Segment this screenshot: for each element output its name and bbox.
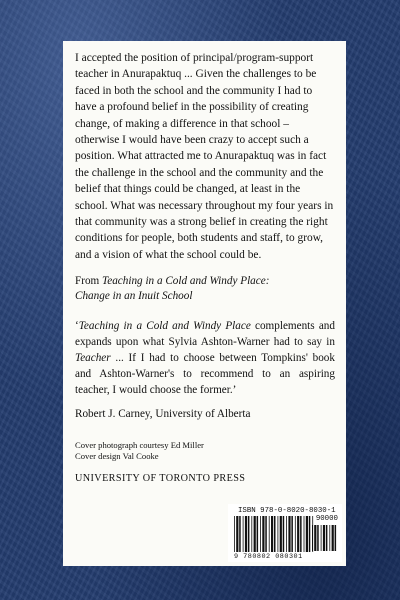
barcode <box>228 504 342 562</box>
barcode-bar <box>271 516 273 552</box>
barcode-bar <box>243 516 244 552</box>
barcode-bar <box>283 516 285 552</box>
barcode-addon-bars <box>312 525 338 551</box>
barcode-bar <box>326 525 328 551</box>
barcode-bar <box>280 516 282 552</box>
barcode-bar <box>245 516 247 552</box>
reviewer-attribution: Robert J. Carney, University of Alberta <box>75 408 251 421</box>
main-quote: I accepted the position of principal/program-support teacher in Anurapaktuq ... Given the challenges to be faced in both the school and the community I had to have a profound belief in the possibility of creating change, of making a difference in that school – otherwise I would have been crazy to accept such a position. What attracted me to Anurapaktuq was in fact the challenge in the school and the community and the belief that things could be changed, at least in the school. What was necessary throughout my four years in that community was a strong belief in creating the right conditions for people, both students and staff, to grow, and a vision of what the school could be. <box>75 52 334 261</box>
barcode-bar <box>274 516 276 552</box>
barcode-bar <box>236 516 238 552</box>
barcode-bar <box>295 516 296 552</box>
barcode-digits: 9 780802 080301 <box>234 553 303 561</box>
barcode-bar <box>278 516 279 552</box>
barcode-bar <box>262 516 264 552</box>
review-quote <box>75 318 335 398</box>
barcode-bar <box>317 525 319 551</box>
source-title-line1: Teaching in a Cold and Windy Place: <box>102 275 270 288</box>
barcode-bar <box>314 525 316 551</box>
barcode-bars <box>234 516 314 552</box>
barcode-bar <box>286 516 287 552</box>
cover-credits <box>75 440 335 462</box>
barcode-bar <box>248 516 250 552</box>
photo-credit: Cover photograph courtesy Ed Miller <box>75 440 204 451</box>
barcode-bar <box>288 516 290 552</box>
review-text-1: complements and expands upon what Sylvia Ashton-Warner had to say in <box>75 320 335 349</box>
isbn-label: ISBN 978-0-8020-8030-1 <box>238 507 336 515</box>
review-title: Teaching in a Cold and Windy Place <box>78 320 251 333</box>
barcode-bar <box>323 525 325 551</box>
review-open-quote: ‘ <box>75 320 79 333</box>
barcode-bar <box>321 525 322 551</box>
source-title-line2: Change in an Inuit School <box>75 290 193 303</box>
barcode-bar <box>304 516 305 552</box>
barcode-bar <box>335 525 337 551</box>
barcode-bar <box>239 516 241 552</box>
review-text-2: ... If I had to choose between Tompkins' book and Ashton-Warner's to recommend to an aspiring teacher, I would choose the former.’ <box>75 352 335 397</box>
barcode-bar <box>254 516 256 552</box>
barcode-bar <box>332 525 334 551</box>
source-citation <box>75 274 335 304</box>
design-credit: Cover design Val Cooke <box>75 451 159 462</box>
barcode-bar <box>260 516 261 552</box>
barcode-bar <box>297 516 299 552</box>
barcode-bar <box>300 516 302 552</box>
barcode-addon: 90000 <box>315 515 338 523</box>
barcode-bar <box>257 516 259 552</box>
source-prefix: From <box>75 275 103 288</box>
text-panel <box>63 41 346 566</box>
barcode-bar <box>251 516 252 552</box>
barcode-bar <box>269 516 270 552</box>
barcode-bar <box>265 516 267 552</box>
barcode-bar <box>306 516 308 552</box>
publisher-name: UNIVERSITY OF TORONTO PRESS <box>75 473 246 485</box>
review-book: Teacher <box>75 352 111 365</box>
barcode-bar <box>309 516 311 552</box>
barcode-bar <box>312 525 313 551</box>
barcode-bar <box>291 516 293 552</box>
barcode-bar <box>329 525 330 551</box>
barcode-bar <box>234 516 235 552</box>
